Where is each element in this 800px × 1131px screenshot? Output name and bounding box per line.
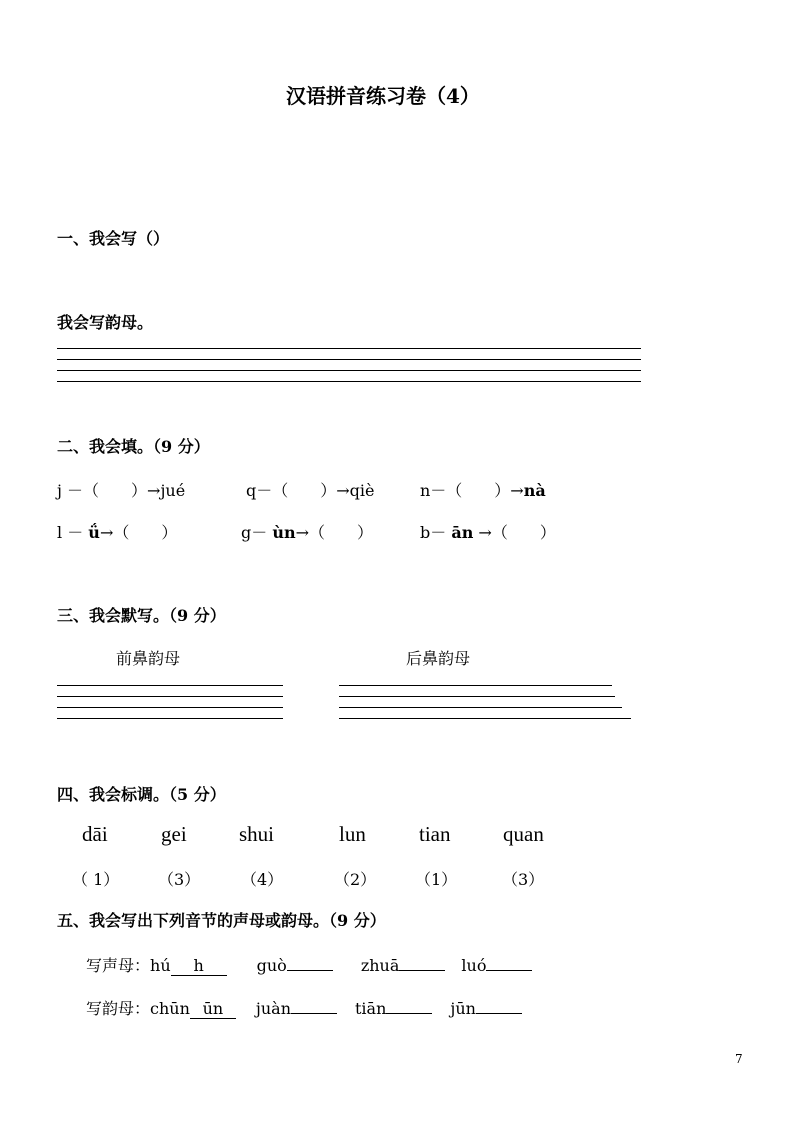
tone-number: （3） <box>158 870 201 889</box>
syllable: lun <box>339 822 366 846</box>
section-3-heading: 三、我会默写。（9 分） <box>57 606 226 625</box>
fill-item-3-answer: nà <box>523 481 546 500</box>
syllable: shui <box>239 822 275 846</box>
front-nasal-label: 前鼻韵母 <box>116 649 181 668</box>
fill-item-6-initial: b－ <box>420 523 452 542</box>
fill-item-3 <box>420 478 546 501</box>
back-nasal-label: 后鼻韵母 <box>406 649 471 668</box>
section-4-heading: 四、我会标调。（5 分） <box>57 785 226 804</box>
initials-row <box>86 952 532 976</box>
writing-line <box>57 685 283 686</box>
answer-blank[interactable] <box>476 995 522 1014</box>
writing-line <box>57 348 641 349</box>
fill-item-5-initial: g－ <box>241 523 273 542</box>
fill-item-4-initial: l － <box>57 523 89 542</box>
fill-item-5-final: ùn <box>272 523 296 542</box>
answer-blank[interactable]: h <box>171 957 227 976</box>
fill-item-4-rest: →（ ） <box>99 523 178 542</box>
answer-blank[interactable] <box>291 995 337 1014</box>
initials-label: 写声母： <box>86 956 151 975</box>
syllable: dāi <box>82 822 108 846</box>
syllable: juàn <box>255 999 291 1018</box>
writing-line <box>57 381 641 382</box>
section-1-subheading: 我会写韵母。 <box>57 313 154 332</box>
fill-item-6-final: ān <box>451 523 474 542</box>
writing-line <box>57 696 283 697</box>
tone-number: （ 1） <box>72 870 120 889</box>
syllable: gei <box>161 822 187 846</box>
writing-line <box>57 359 641 360</box>
tone-number: （2） <box>334 870 377 889</box>
fill-item-2-rest: （ ）→qiè <box>272 481 375 500</box>
page-title: 汉语拼音练习卷（4） <box>286 84 480 108</box>
writing-line <box>339 707 622 708</box>
tone-number: （1） <box>415 870 458 889</box>
fill-item-4-final: ǘ <box>88 523 100 542</box>
fill-item-2-initial: q－ <box>246 481 273 500</box>
syllable: quan <box>503 822 544 846</box>
fill-item-5-rest: →（ ） <box>295 523 374 542</box>
writing-line <box>57 707 283 708</box>
page-number: 7 <box>735 1052 743 1066</box>
answer-blank[interactable] <box>486 952 532 971</box>
answer-blank[interactable] <box>287 952 333 971</box>
tone-number: （4） <box>241 870 284 889</box>
syllable: chūn <box>150 999 190 1018</box>
tone-number: （3） <box>502 870 545 889</box>
section-5-heading: 五、我会写出下列音节的声母或韵母。（9 分） <box>57 911 386 930</box>
section-1-heading: 一、我会写（） <box>57 229 170 248</box>
fill-item-6-rest: →（ ） <box>473 523 556 542</box>
fill-item-1: j －（ ）→jué <box>57 481 186 500</box>
writing-line <box>339 685 612 686</box>
writing-line <box>57 370 641 371</box>
answer-blank[interactable] <box>399 952 445 971</box>
fill-item-2 <box>246 478 375 501</box>
syllable: jūn <box>450 999 476 1018</box>
fill-item-6 <box>420 520 556 543</box>
syllable: luó <box>461 956 487 975</box>
writing-line <box>339 696 615 697</box>
answer-blank[interactable] <box>386 995 432 1014</box>
syllable: hú <box>150 956 171 975</box>
fill-item-3-text: n－（ ）→ <box>420 481 524 500</box>
finals-label: 写韵母： <box>86 999 151 1018</box>
fill-item-4 <box>57 520 177 543</box>
answer-blank[interactable]: ūn <box>190 1000 236 1019</box>
syllable: zhuā <box>360 956 400 975</box>
syllable: tian <box>419 822 451 846</box>
section-2-heading: 二、我会填。（9 分） <box>57 437 210 456</box>
syllable: guò <box>256 956 287 975</box>
syllable: tiān <box>355 999 387 1018</box>
finals-row <box>86 995 522 1019</box>
writing-line <box>339 718 631 719</box>
writing-line <box>57 718 283 719</box>
fill-item-5 <box>241 520 373 543</box>
